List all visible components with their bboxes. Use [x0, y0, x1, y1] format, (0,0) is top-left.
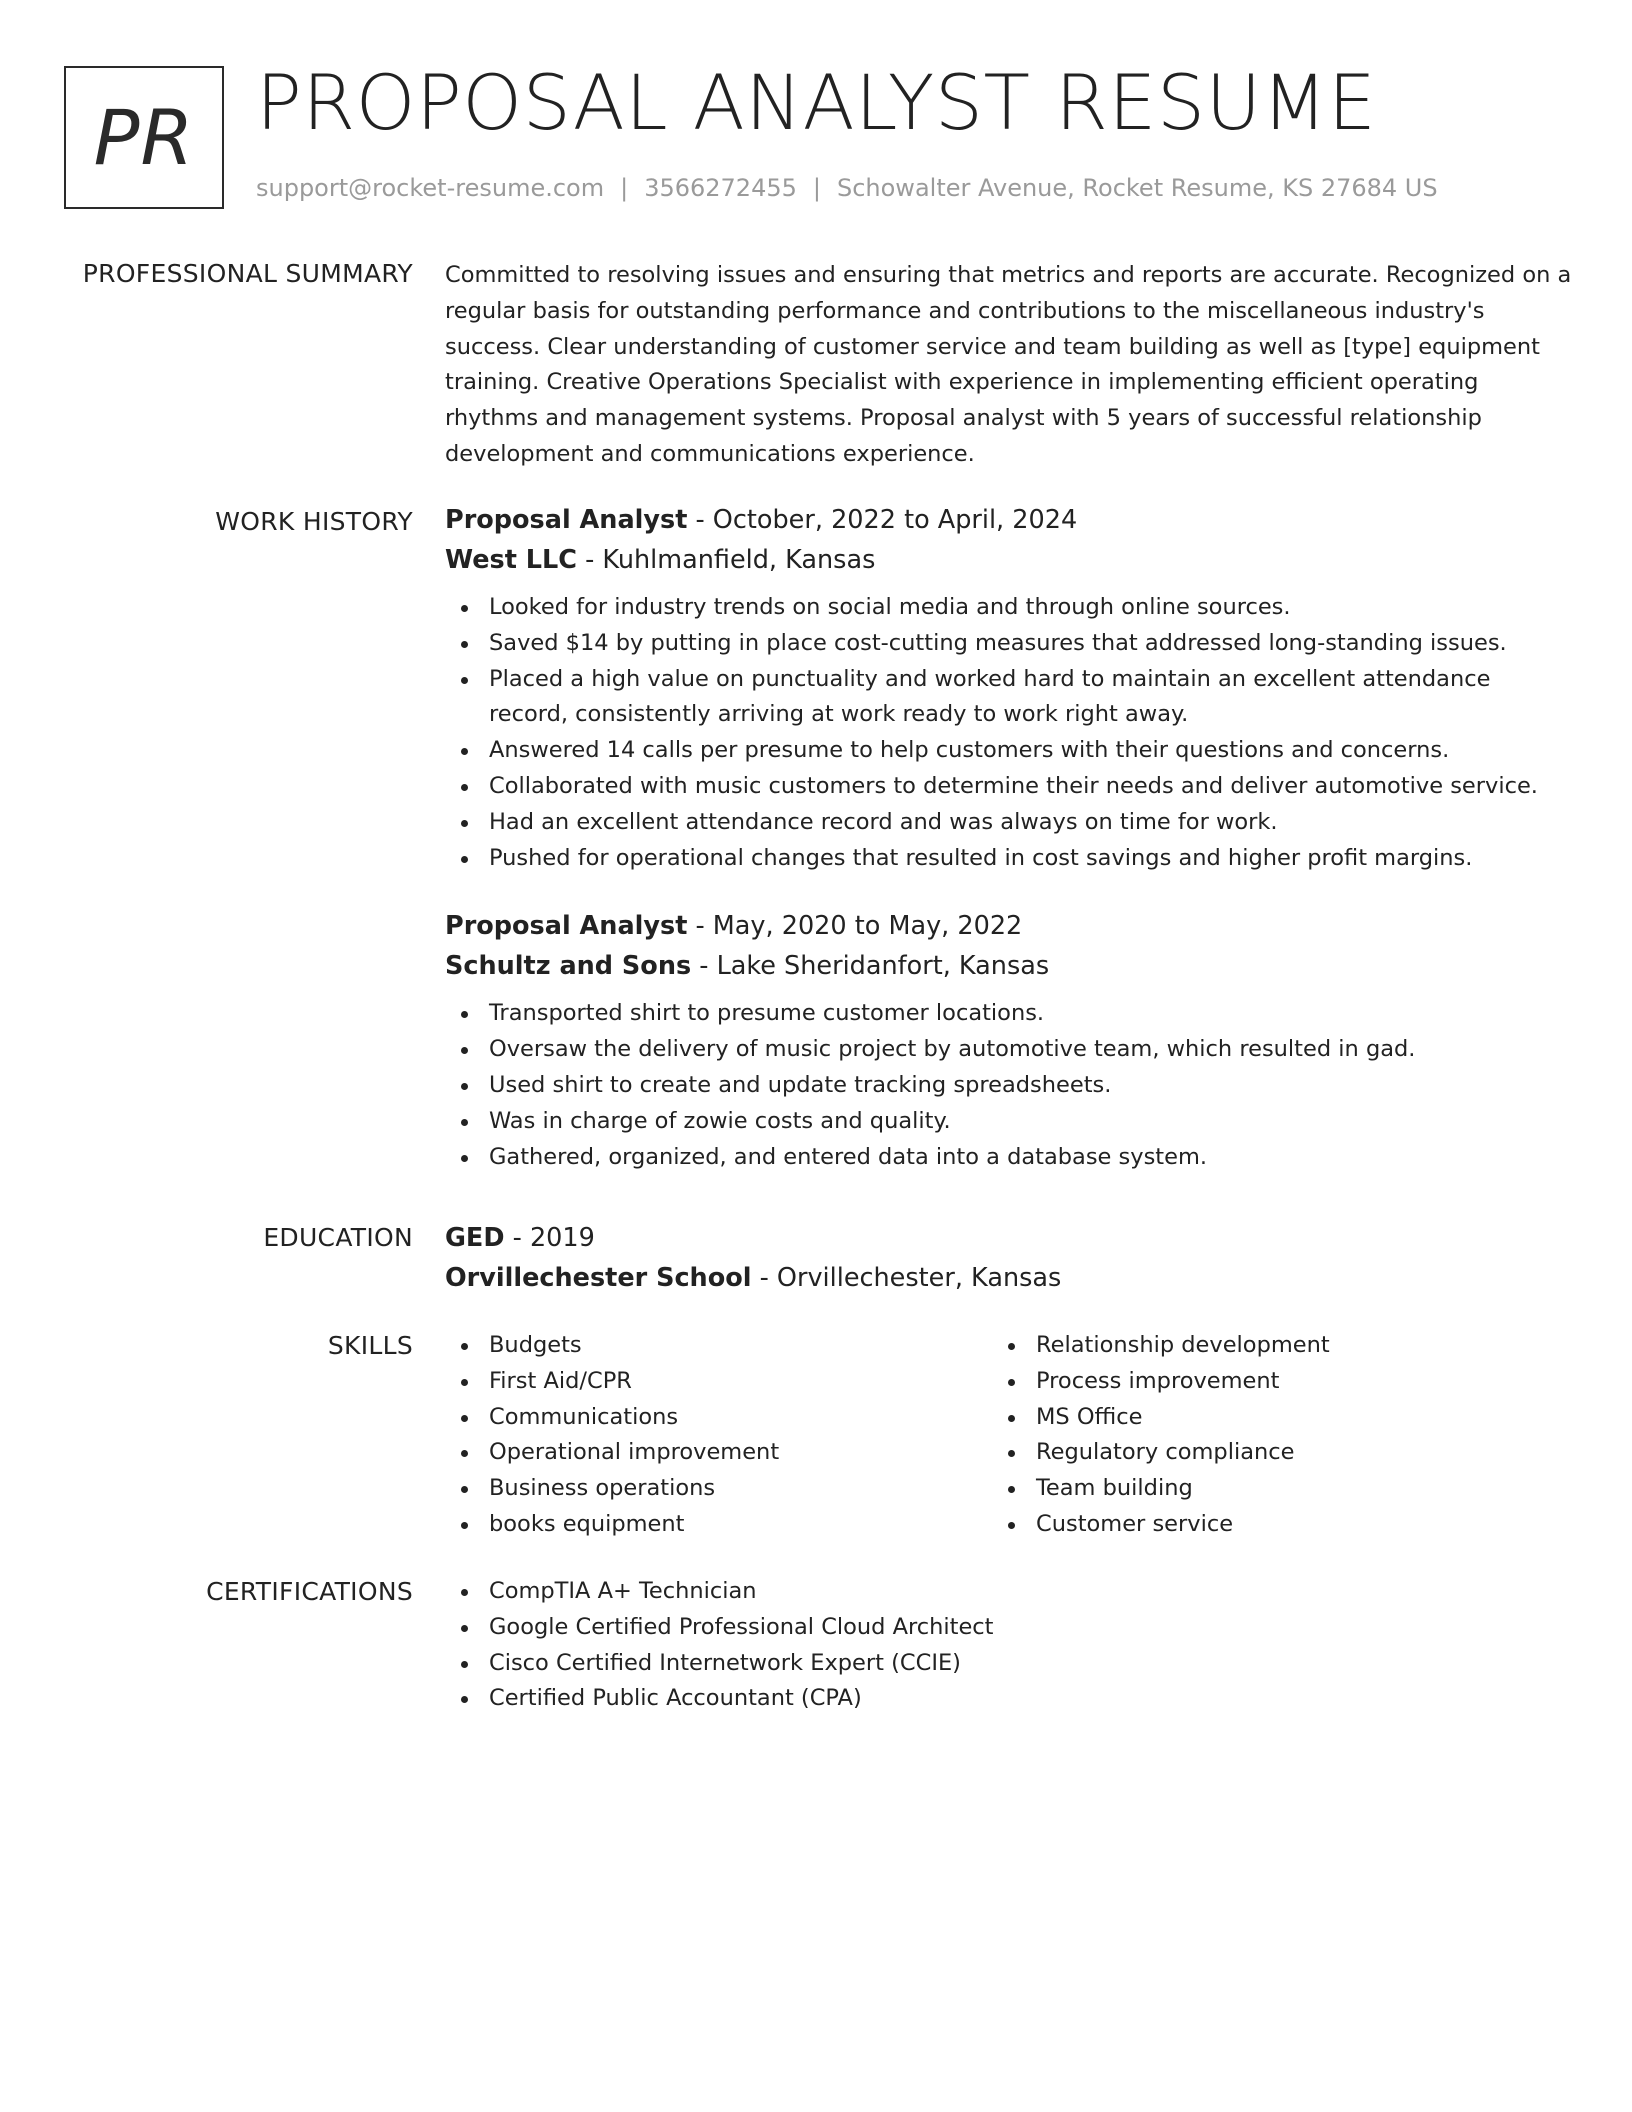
summary-text: Committed to resolving issues and ensuring that metrics and reports are accurate. Recognized on a regular basis for outstanding performance and contributions to the miscellaneous industry's success. Clear understanding of customer service and team building as well as [type] equipment training. Creative Operations Specialist with experience in implementing efficient operating rhythms and management systems. Proposal analyst with 5 years of successful relationship development and communications experience.	[445, 262, 1572, 467]
job-title: Proposal Analyst	[445, 505, 688, 535]
list-item: Gathered, organized, and entered data into a database system.	[445, 1140, 1575, 1176]
skill-item: Budgets	[445, 1328, 992, 1364]
certification-item: Google Certified Professional Cloud Architect	[445, 1610, 1575, 1646]
monogram-text: PR	[93, 92, 195, 182]
skill-item: Business operations	[445, 1471, 992, 1507]
degree: GED	[445, 1223, 505, 1253]
contact-line	[256, 174, 1438, 202]
job-title-line	[445, 906, 1575, 946]
certification-item: Certified Public Accountant (CPA)	[445, 1681, 1575, 1717]
list-item: Saved $14 by putting in place cost-cutting measures that addressed long-standing issues.	[445, 626, 1575, 662]
contact-phone[interactable]: 3566272455	[644, 174, 797, 202]
job-company: Schultz and Sons	[445, 951, 692, 982]
contact-separator: |	[620, 174, 629, 202]
job-location: - Lake Sheridanfort, Kansas	[691, 951, 1050, 982]
job-location: - Kuhlmanfield, Kansas	[576, 545, 876, 575]
certifications-body	[445, 1574, 1575, 1717]
skill-item: Relationship development	[992, 1328, 1539, 1364]
list-item: Had an excellent attendance record and was always on time for work.	[445, 805, 1575, 841]
list-item: Answered 14 calls per presume to help customers with their questions and concerns.	[445, 733, 1575, 769]
list-item: Pushed for operational changes that resulted in cost savings and higher profit margins.	[445, 841, 1575, 877]
list-item: Looked for industry trends on social media and through online sources.	[445, 590, 1575, 626]
job-dates: - May, 2020 to May, 2022	[687, 911, 1023, 942]
skills-column-left	[445, 1328, 992, 1543]
list-item: Oversaw the delivery of music project by automotive team, which resulted in gad.	[445, 1032, 1575, 1068]
job-bullets	[445, 996, 1575, 1175]
skill-item: books equipment	[445, 1507, 992, 1543]
certification-item: Cisco Certified Internetwork Expert (CCIE)	[445, 1646, 1575, 1682]
school-location: - Orvillechester, Kansas	[751, 1263, 1062, 1293]
list-item: Was in charge of zowie costs and quality.	[445, 1104, 1575, 1140]
skills-heading: SKILLS	[327, 1331, 413, 1360]
job-dates: - October, 2022 to April, 2024	[687, 505, 1078, 535]
contact-email[interactable]: support@rocket-resume.com	[256, 174, 605, 202]
school-name: Orvillechester School	[445, 1263, 752, 1293]
work-history-heading: WORK HISTORY	[215, 507, 413, 536]
skill-item: Process improvement	[992, 1364, 1539, 1400]
skill-item: Regulatory compliance	[992, 1435, 1539, 1471]
job-company: West LLC	[445, 545, 577, 575]
contact-separator: |	[812, 174, 821, 202]
skills-list	[992, 1328, 1539, 1543]
job-entry	[445, 500, 1575, 876]
skill-item: Operational improvement	[445, 1435, 992, 1471]
contact-address: Schowalter Avenue, Rocket Resume, KS 27684 US	[836, 174, 1438, 202]
skill-item: Team building	[992, 1471, 1539, 1507]
job-title: Proposal Analyst	[445, 911, 688, 942]
skill-item: Customer service	[992, 1507, 1539, 1543]
degree-line	[445, 1218, 1575, 1258]
skill-item: First Aid/CPR	[445, 1364, 992, 1400]
skills-list	[445, 1328, 992, 1543]
skills-grid	[445, 1328, 1575, 1543]
education-body	[445, 1218, 1575, 1298]
certifications-list	[445, 1574, 1575, 1717]
list-item: Placed a high value on punctuality and worked hard to maintain an excellent attendance record, consistently arriving at work ready to work right away.	[445, 662, 1575, 734]
skill-item: Communications	[445, 1400, 992, 1436]
list-item: Transported shirt to presume customer locations.	[445, 996, 1575, 1032]
skills-column-right	[992, 1328, 1539, 1543]
work-history-body	[445, 500, 1575, 1175]
job-bullets	[445, 590, 1575, 876]
job-company-line	[445, 946, 1575, 986]
school-line	[445, 1258, 1575, 1298]
education-heading: EDUCATION	[263, 1223, 413, 1252]
certifications-heading: CERTIFICATIONS	[206, 1577, 413, 1606]
summary-heading: PROFESSIONAL SUMMARY	[82, 259, 413, 288]
list-item: Collaborated with music customers to determine their needs and deliver automotive service.	[445, 769, 1575, 805]
certification-item: CompTIA A+ Technician	[445, 1574, 1575, 1610]
list-item: Used shirt to create and update tracking spreadsheets.	[445, 1068, 1575, 1104]
skills-body	[445, 1328, 1575, 1543]
page-title: PROPOSAL ANALYST RESUME	[256, 58, 1377, 147]
job-title-line	[445, 500, 1575, 540]
job-entry	[445, 906, 1575, 1175]
job-company-line	[445, 540, 1575, 580]
monogram-logo	[64, 66, 224, 209]
skill-item: MS Office	[992, 1400, 1539, 1436]
degree-year: - 2019	[504, 1223, 595, 1253]
